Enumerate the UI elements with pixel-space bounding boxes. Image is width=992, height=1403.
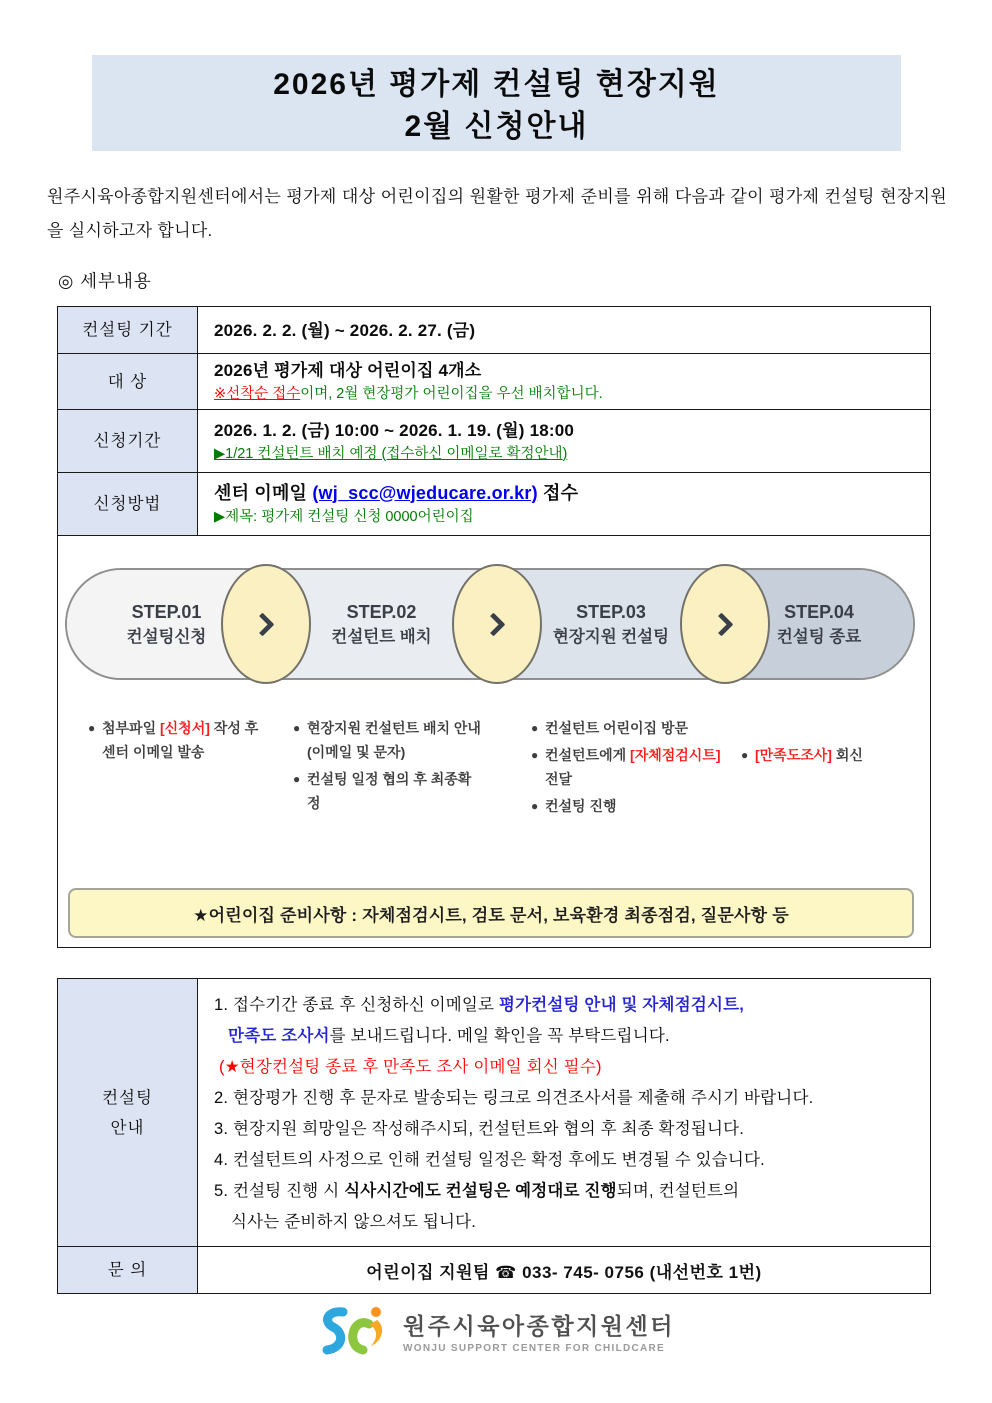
bullet-icon: ●	[88, 721, 96, 735]
consulting-period-value: 2026. 2. 2. (월) ~ 2026. 2. 27. (금)	[214, 320, 476, 340]
guide-item-2: 2. 현장평가 진행 후 문자로 발송되는 링크로 의견조사서를 제출해 주시기 바랍니다.	[214, 1089, 814, 1107]
guide-content	[198, 979, 930, 1246]
bullet-text: 컨설턴트에게 [자체점검시트] 전달	[545, 747, 721, 787]
step-number: STEP.02	[346, 602, 417, 622]
bullet-text: 컨설팅 일정 협의 후 최종확정	[307, 771, 472, 811]
bullet-icon: ●	[293, 772, 301, 786]
bullet-text: 컨설턴트 어린이집 방문	[545, 720, 689, 736]
highlight-blue: 만족도 조사서	[228, 1027, 330, 1045]
bullet-icon: ●	[531, 748, 539, 762]
list-item	[88, 716, 268, 764]
step-pill	[65, 568, 915, 680]
bullet-icon: ●	[741, 748, 749, 762]
step-number: STEP.03	[576, 602, 646, 622]
contact-value: 어린이집 지원팀 ☎ 033- 745- 0756 (내선번호 1번)	[366, 1262, 762, 1282]
table-row-contact	[58, 1246, 930, 1293]
target-note	[214, 383, 914, 405]
chevron-right-icon	[709, 612, 733, 636]
chevron-right-icon	[250, 612, 274, 636]
step4-bullets	[741, 743, 926, 770]
guide-item-3: 3. 현장지원 희망일은 작성해주시되, 컨설턴트와 협의 후 최종 확정됩니다.	[214, 1120, 745, 1138]
step-label: 현장지원 컨설팅	[552, 628, 670, 646]
apply-period-note: ▶1/21 컨설턴트 배치 예정 (접수하신 이메일로 확정안내)	[214, 445, 568, 462]
table-row-apply-method	[58, 472, 930, 535]
guide-item-4: 4. 컨설턴트의 사정으로 인해 컨설팅 일정은 확정 후에도 변경될 수 있습니다.	[214, 1151, 765, 1169]
row-label: 문 의	[58, 1247, 198, 1293]
step-arrow-2	[452, 564, 542, 684]
list-item	[741, 743, 926, 767]
bullet-text: 현장지원 컨설턴트 배치 안내 (이메일 및 문자)	[307, 720, 481, 760]
center-name: 원주시육아종합지원센터	[403, 1312, 675, 1339]
highlight-red: [신청서]	[160, 720, 210, 736]
details-table	[57, 306, 931, 948]
guide-item-1: 1. 접수기간 종료 후 신청하신 이메일로 평가컨설팅 안내 및 자체점검시트,	[214, 996, 745, 1014]
highlight-red: [만족도조사]	[755, 747, 832, 763]
apply-method-prefix: 센터 이메일	[214, 482, 313, 503]
page-title	[92, 55, 901, 151]
row-label: 신청방법	[58, 473, 198, 535]
intro-paragraph: 원주시육아종합지원센터에서는 평가제 대상 어린이집의 원활한 평가제 준비를 위해 다음과 같이 평가제 컨설팅 현장지원을 실시하고자 합니다.	[47, 187, 947, 240]
wonju-childcare-logo	[317, 1302, 391, 1364]
step-label: 컨설팅신청	[126, 628, 207, 646]
table-row-apply-period	[58, 409, 930, 472]
bullet-text: [만족도조사] 회신	[755, 747, 863, 763]
process-diagram-cell	[58, 536, 930, 947]
step-label: 컨설턴트 배치	[331, 628, 432, 646]
center-email-link[interactable]: (wj_scc@wjeducare.or.kr)	[312, 482, 538, 503]
step-arrow-1	[221, 564, 311, 684]
table-row-process	[58, 535, 930, 947]
preparation-banner: ★어린이집 준비사항 : 자체점검시트, 검토 문서, 보육환경 최종점검, 질문사항 등	[68, 888, 914, 938]
chevron-right-icon	[481, 612, 505, 636]
row-content	[198, 354, 930, 409]
row-content	[198, 473, 930, 535]
highlight-bold: 식사시간에도 컨설팅은 예정대로 진행	[344, 1182, 617, 1200]
row-label: 컨설팅 기간	[58, 307, 198, 353]
apply-method-value	[214, 481, 914, 506]
step-number: STEP.04	[784, 602, 854, 622]
guide-label-line1: 컨설팅	[102, 1088, 153, 1107]
step-number: STEP.01	[131, 602, 202, 622]
list-item	[293, 767, 483, 815]
list-item	[531, 743, 721, 791]
footer-text	[403, 1311, 675, 1356]
highlight-red: [자체점검시트]	[630, 747, 721, 763]
bullet-icon: ●	[531, 799, 539, 813]
step-arrow-3	[680, 564, 770, 684]
row-label: 대 상	[58, 354, 198, 409]
bullet-text: 첨부파일 [신청서] 작성 후 센터 이메일 발송	[102, 720, 259, 760]
target-note-red: ※선착순 접수	[214, 386, 301, 402]
bullet-icon: ●	[293, 721, 301, 735]
guide-item-5-cont: 식사는 준비하지 않으셔도 됩니다.	[231, 1213, 477, 1231]
title-line-2: 2월 신청안내	[404, 110, 589, 143]
list-item	[531, 716, 721, 740]
guide-table	[57, 978, 931, 1294]
list-item	[531, 794, 721, 818]
step3-bullets	[531, 716, 721, 821]
table-row-guide	[58, 979, 930, 1246]
center-name-en: WONJU SUPPORT CENTER FOR CHILDCARE	[403, 1342, 666, 1354]
row-label: 신청기간	[58, 410, 198, 472]
section-heading: ◎ 세부내용	[58, 271, 152, 291]
highlight-blue: 평가컨설팅 안내 및 자체점검시트,	[498, 996, 745, 1014]
apply-method-note: ▶제목: 평가제 컨설팅 신청 0000어린이집	[214, 508, 474, 525]
bullet-icon: ●	[531, 721, 539, 735]
table-row-consulting-period	[58, 307, 930, 353]
guide-item-1-note: (★현장컨설팅 종료 후 만족도 조사 이메일 회신 필수)	[219, 1058, 602, 1076]
apply-period-value: 2026. 1. 2. (금) 10:00 ~ 2026. 1. 19. (월) 18:00	[214, 420, 575, 440]
apply-method-suffix: 접수	[537, 482, 579, 503]
target-note-green: 이며, 2월 현장평가 어린이집을 우선 배치합니다.	[300, 386, 603, 402]
guide-item-5: 5. 컨설팅 진행 시 식사시간에도 컨설팅은 예정대로 진행되며, 컨설턴트의	[214, 1182, 740, 1200]
title-line-1: 2026년 평가제 컨설팅 현장지원	[273, 68, 720, 101]
guide-label-line2: 안내	[110, 1118, 145, 1137]
bullet-text: 컨설팅 진행	[545, 798, 617, 814]
step2-bullets	[293, 716, 483, 818]
table-row-target	[58, 353, 930, 409]
guide-item-1-cont: 만족도 조사서를 보내드립니다. 메일 확인을 꼭 부탁드립니다.	[228, 1027, 670, 1045]
step1-bullets	[88, 716, 268, 767]
row-content	[198, 410, 930, 472]
row-content	[198, 307, 930, 353]
row-label	[58, 979, 198, 1246]
step-label: 컨설팅 종료	[776, 628, 862, 646]
target-value: 2026년 평가제 대상 어린이집 4개소	[214, 361, 482, 380]
list-item	[293, 716, 483, 764]
footer	[0, 1302, 992, 1364]
